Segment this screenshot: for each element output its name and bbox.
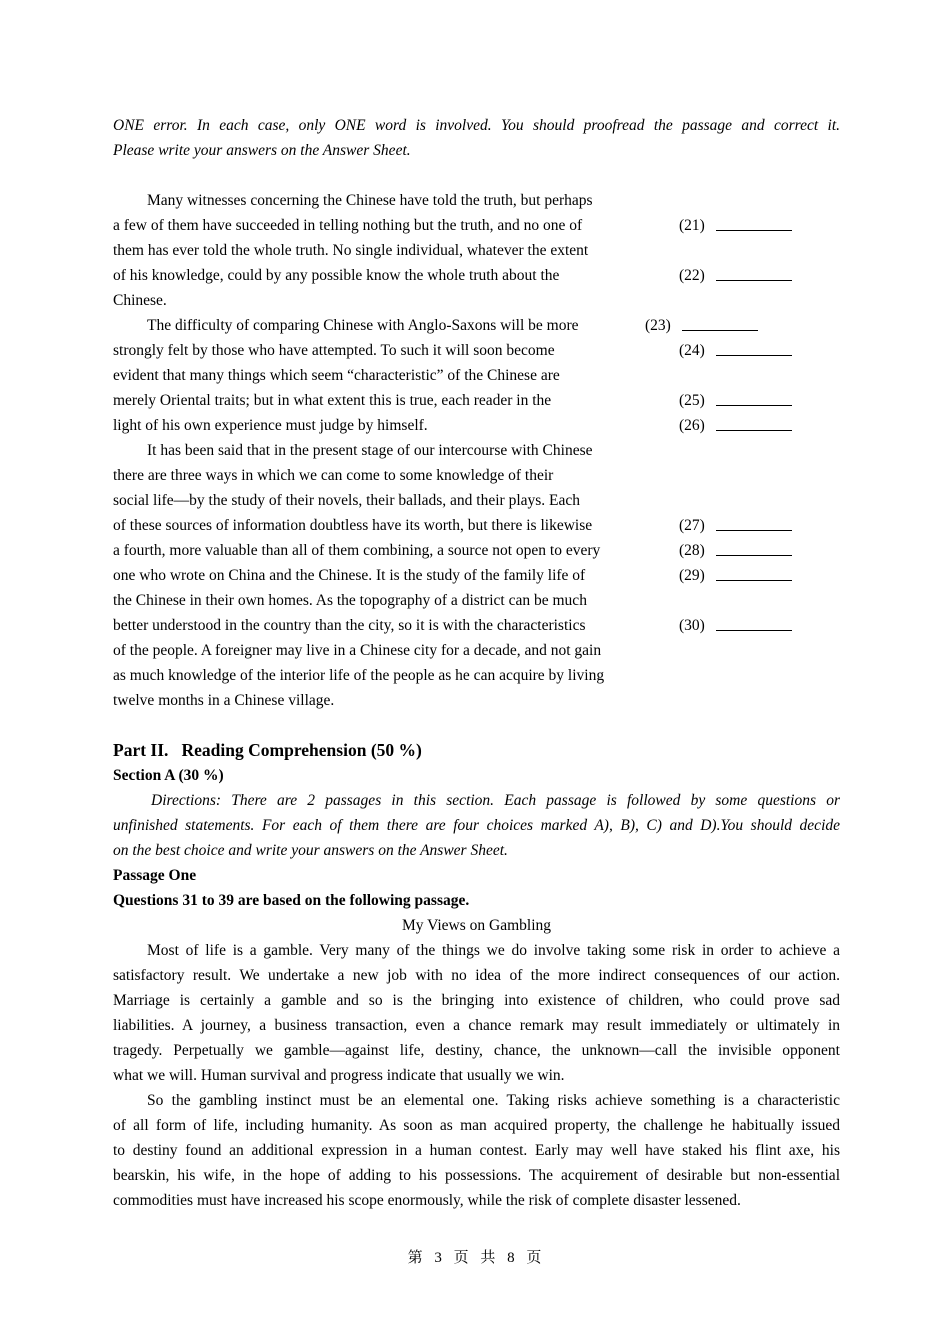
question-number: (25) (679, 392, 705, 409)
questions-label: Questions 31 to 39 are based on the following passage. (113, 892, 470, 909)
text-line: tragedy. Perpetually we gamble—against life, destiny, chance, the unknown—call the invisible opponent (113, 1042, 840, 1059)
text-line: Most of life is a gamble. Very many of the things we do involve taking some risk in order to achieve a (147, 942, 840, 959)
line-text: of these sources of information doubtless have its worth, but there is likewise (113, 517, 593, 534)
section-title: Section A (30 %) (113, 767, 224, 784)
line-text: a fourth, more valuable than all of them combining, a source not open to every (113, 542, 601, 559)
line-text: Many witnesses concerning the Chinese have told the truth, but perhaps (147, 192, 593, 209)
line-text: light of his own experience must judge by himself. (113, 417, 428, 434)
line-text: evident that many things which seem “characteristic” of the Chinese are (113, 367, 560, 384)
passage-label: Passage One (113, 867, 197, 884)
passage-line (113, 588, 840, 613)
paragraph-1 (113, 938, 840, 1088)
answer-blank (716, 555, 792, 556)
answer-blank (716, 280, 792, 281)
answer-blank (716, 355, 792, 356)
passage-line (113, 463, 840, 488)
passage-line (113, 388, 840, 413)
text-line: Marriage is certainly a gamble and so is the bringing into existence of children, who could prove sad (113, 992, 840, 1009)
answer-blank (716, 580, 792, 581)
passage-line (113, 238, 840, 263)
passage-line (113, 688, 840, 713)
text-line: So the gambling instinct must be an elemental one. Taking risks achieve something is a characteristic (147, 1092, 840, 1109)
line-text: merely Oriental traits; but in what extent this is true, each reader in the (113, 392, 552, 409)
text-line: commodities must have increased his scope enormously, while the risk of complete disaster lessened. (113, 1192, 741, 1209)
line-text: Chinese. (113, 292, 167, 309)
question-number: (21) (679, 217, 705, 234)
text-line: liabilities. A journey, a business transaction, even a chance remark may result immediately or ultimately in (113, 1017, 840, 1034)
part-title: Part II. Reading Comprehension (50 %) (113, 740, 422, 760)
passage-line (113, 363, 840, 388)
passage-line (113, 538, 840, 563)
line-text: The difficulty of comparing Chinese with Anglo-Saxons will be more (147, 317, 579, 334)
text-line: bearskin, his wife, in the hope of adding to his possessions. The acquirement of desirable but non-essential (113, 1167, 840, 1184)
question-number: (23) (645, 317, 671, 334)
question-number: (24) (679, 342, 705, 359)
passage-line (113, 213, 840, 238)
question-number: (29) (679, 567, 705, 584)
passage-line (113, 513, 840, 538)
passage-line (113, 288, 840, 313)
answer-blank (716, 630, 792, 631)
passage-line (113, 413, 840, 438)
line-text: a few of them have succeeded in telling nothing but the truth, and no one of (113, 217, 583, 234)
answer-blank (716, 230, 792, 231)
spacer (113, 713, 840, 738)
text-line: Please write your answers on the Answer Sheet. (113, 142, 411, 159)
question-number: (27) (679, 517, 705, 534)
passage-line (113, 313, 840, 338)
line-text: the Chinese in their own homes. As the topography of a district can be much (113, 592, 587, 609)
passage-line (113, 663, 840, 688)
line-text: It has been said that in the present stage of our intercourse with Chinese (147, 442, 593, 459)
question-number: (22) (679, 267, 705, 284)
spacer (113, 163, 840, 188)
passage-line (113, 638, 840, 663)
line-text: one who wrote on China and the Chinese. It is the study of the family life of (113, 567, 586, 584)
question-number: (26) (679, 417, 705, 434)
text-line: what we will. Human survival and progress indicate that usually we win. (113, 1067, 565, 1084)
question-number: (30) (679, 617, 705, 634)
text-line: Directions: There are 2 passages in this section. Each passage is followed by some questions or (151, 792, 840, 809)
passage-line (113, 563, 840, 588)
line-text: them has ever told the whole truth. No single individual, whatever the extent (113, 242, 589, 259)
text-line: satisfactory result. We undertake a new job with no idea of the more indirect consequences of our action. (113, 967, 840, 984)
instructions (113, 113, 840, 163)
line-text: of his knowledge, could by any possible know the whole truth about the (113, 267, 560, 284)
directions (113, 788, 840, 863)
line-text: twelve months in a Chinese village. (113, 692, 335, 709)
page-footer: 第 3 页 共 8 页 (407, 1250, 543, 1266)
passage-line (113, 338, 840, 363)
passage-title: My Views on Gambling (401, 917, 552, 934)
text-line: to destiny found an additional expression in a human contest. Early may well have staked his flint axe, his (113, 1142, 840, 1159)
line-text: there are three ways in which we can come to some knowledge of their (113, 467, 554, 484)
line-text: better understood in the country than the city, so it is with the characteristics (113, 617, 586, 634)
text-line: unfinished statements. For each of them there are four choices marked A), B), C) and D).You should decide (113, 817, 840, 834)
text-line: on the best choice and write your answers on the Answer Sheet. (113, 842, 508, 859)
line-text: as much knowledge of the interior life of the people as he can acquire by living (113, 667, 605, 684)
line-text: strongly felt by those who have attempted. To such it will soon become (113, 342, 555, 359)
passage-line (113, 438, 840, 463)
question-number: (28) (679, 542, 705, 559)
proofreading-passage (113, 188, 840, 713)
passage-line (113, 263, 840, 288)
passage-line (113, 488, 840, 513)
answer-blank (716, 405, 792, 406)
answer-blank (716, 530, 792, 531)
line-text: of the people. A foreigner may live in a Chinese city for a decade, and not gain (113, 642, 602, 659)
answer-blank (716, 430, 792, 431)
text-line: of all form of life, including humanity. As soon as man acquired property, the challenge he habitually issued (113, 1117, 840, 1134)
paragraph-2 (113, 1088, 840, 1213)
page-content (113, 113, 840, 1213)
line-text: social life—by the study of their novels, their ballads, and their plays. Each (113, 492, 581, 509)
passage-line (113, 613, 840, 638)
passage-line (113, 188, 840, 213)
text-line: ONE error. In each case, only ONE word is involved. You should proofread the passage and correct it. (113, 117, 840, 134)
answer-blank (682, 330, 758, 331)
